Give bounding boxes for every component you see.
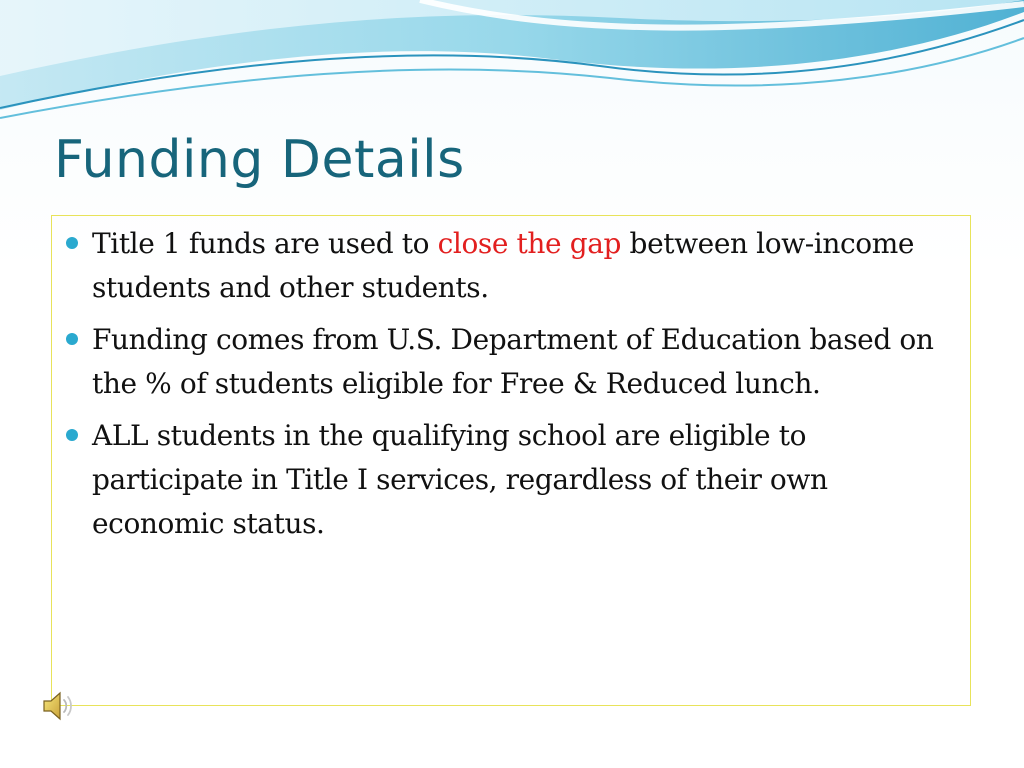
bullet-item-eligibility: [92, 414, 962, 546]
bullet-item-title-1-funds: [92, 222, 962, 310]
bullet-list: [92, 222, 962, 554]
highlighted-text: close the gap: [437, 227, 622, 260]
bullet-text-before-highlight: Title 1 funds are used to: [92, 227, 438, 260]
speaker-icon[interactable]: [40, 688, 76, 724]
bullet-dot-icon: [66, 237, 78, 249]
slide-title: Funding Details: [54, 130, 465, 190]
bullet-dot-icon: [66, 429, 78, 441]
bullet-item-funding-source: [92, 318, 962, 406]
header-wave-graphic: [0, 0, 1024, 130]
bullet-dot-icon: [66, 333, 78, 345]
bullet-text: ALL students in the qualifying school are eligible to participate in Title I services, regardless of their own economic status.: [92, 419, 828, 540]
bullet-text: Funding comes from U.S. Department of Education based on the % of students eligible for Free & Reduced lunch.: [92, 323, 934, 400]
bullet-text-after-highlight: between low-income students and other students.: [92, 227, 915, 304]
